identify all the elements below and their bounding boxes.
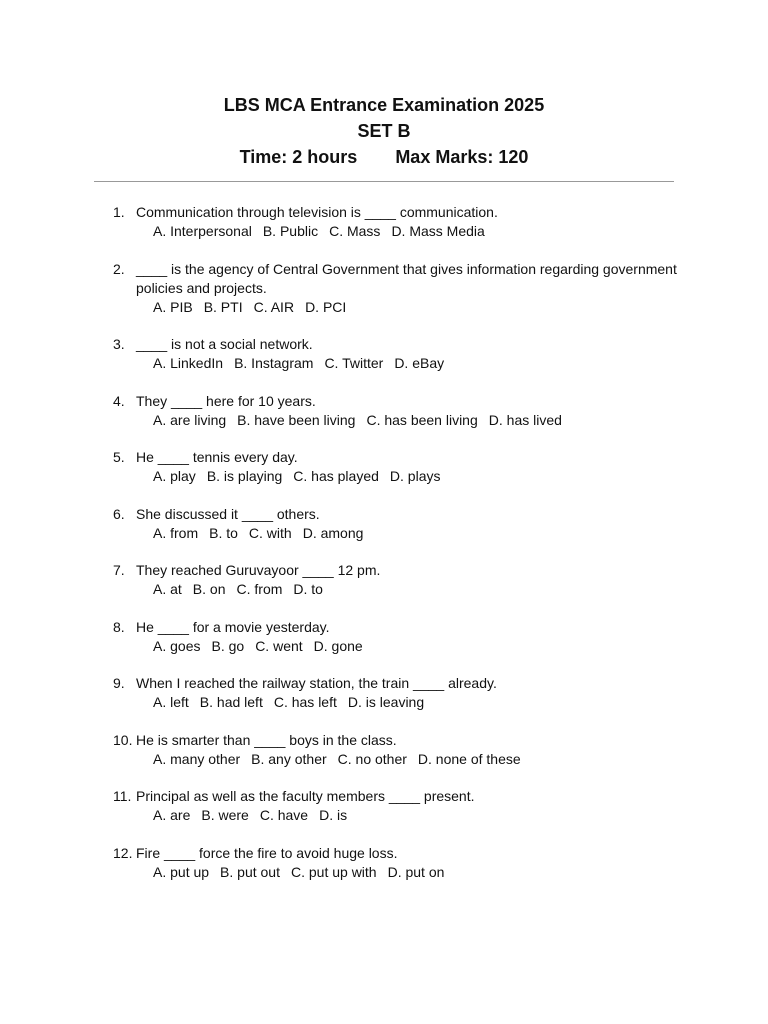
question-number: 5.: [113, 449, 125, 465]
question-text: Principal as well as the faculty members ____ present.: [136, 788, 475, 804]
question-item: [0, 618, 768, 656]
question-item: [0, 674, 768, 712]
option-a: A. PIB: [153, 298, 193, 315]
question-item: [0, 505, 768, 543]
option-d: D. is: [319, 807, 348, 823]
question-options: [153, 637, 768, 656]
question-options: [153, 693, 768, 712]
question-number: 1.: [113, 204, 125, 220]
question-text: When I reached the railway station, the train ____ already.: [136, 675, 497, 691]
question-text: He ____ for a movie yesterday.: [136, 618, 330, 635]
question-options: [153, 580, 768, 599]
exam-time: Time: 2 hours: [239, 147, 358, 167]
question-number: 10.: [113, 731, 133, 748]
exam-title: LBS MCA Entrance Examination 2025: [223, 95, 545, 115]
option-a: A. left: [153, 694, 189, 710]
option-d: D. eBay: [394, 355, 445, 371]
option-d: D. has lived: [488, 411, 562, 428]
option-c: C. went: [255, 637, 303, 654]
option-b: B. were: [201, 807, 249, 823]
option-b: B. on: [192, 581, 226, 597]
option-b: B. any other: [251, 750, 327, 767]
question-item: [0, 731, 768, 769]
option-b: B. is playing: [206, 468, 283, 484]
question-options: [153, 411, 768, 430]
option-c: C. put up with: [290, 863, 377, 880]
question-item: [0, 203, 768, 241]
option-a: A. many other: [153, 750, 241, 767]
option-c: C. Twitter: [324, 355, 384, 371]
option-b: B. had left: [199, 694, 263, 710]
option-c: C. have: [259, 807, 309, 823]
option-d: D. to: [293, 581, 323, 597]
option-b: B. PTI: [203, 298, 243, 315]
question-options: [153, 524, 768, 543]
question-number: 7.: [113, 562, 125, 578]
question-text: He is smarter than ____ boys in the class.: [136, 731, 397, 748]
question-number: 2.: [113, 260, 125, 277]
option-c: C. with: [248, 524, 292, 541]
option-b: B. Instagram: [234, 355, 314, 371]
option-c: C. has left: [273, 694, 337, 710]
question-item: [0, 844, 768, 882]
option-d: D. PCI: [305, 298, 347, 315]
option-b: B. to: [209, 524, 238, 541]
exam-set: SET B: [357, 121, 411, 141]
question-item: [0, 335, 768, 373]
question-options: [153, 863, 768, 882]
option-b: B. Public: [262, 223, 319, 239]
question-number: 6.: [113, 505, 125, 522]
question-number: 12.: [113, 844, 133, 861]
option-a: A. Interpersonal: [153, 223, 252, 239]
exam-meta: [0, 144, 768, 170]
question-text: She discussed it ____ others.: [136, 505, 320, 522]
option-b: B. put out: [220, 863, 280, 880]
option-d: D. Mass Media: [391, 223, 485, 239]
option-c: C. has played: [293, 468, 379, 484]
option-a: A. put up: [153, 863, 210, 880]
option-c: C. no other: [337, 750, 407, 767]
option-a: A. are living: [153, 411, 227, 428]
question-item: [0, 561, 768, 599]
question-item: [0, 260, 768, 317]
question-options: [153, 298, 768, 317]
question-list: [0, 203, 768, 900]
exam-header: [0, 92, 768, 170]
option-b: B. have been living: [237, 411, 356, 428]
exam-max-marks: Max Marks: 120: [395, 147, 529, 167]
question-text: They reached Guruvayoor ____ 12 pm.: [136, 562, 381, 578]
question-item: [0, 448, 768, 486]
question-number: 8.: [113, 618, 125, 635]
option-b: B. go: [211, 637, 245, 654]
question-options: [153, 467, 768, 486]
question-number: 11.: [113, 788, 132, 804]
question-number: 4.: [113, 392, 125, 409]
question-text: Communication through television is ____ communication.: [136, 204, 498, 220]
header-divider: [94, 181, 674, 182]
question-text: Fire ____ force the fire to avoid huge loss.: [136, 844, 398, 861]
option-d: D. plays: [389, 468, 441, 484]
option-c: C. has been living: [366, 411, 478, 428]
question-number: 3.: [113, 336, 125, 352]
option-d: D. none of these: [417, 750, 521, 767]
option-a: A. LinkedIn: [153, 355, 224, 371]
option-d: D. gone: [313, 637, 363, 654]
question-item: [0, 392, 768, 430]
option-d: D. put on: [387, 863, 445, 880]
option-d: D. among: [302, 524, 364, 541]
option-c: C. from: [236, 581, 283, 597]
question-options: [153, 806, 768, 825]
option-d: D. is leaving: [347, 694, 425, 710]
option-c: C. Mass: [329, 223, 381, 239]
question-options: [153, 222, 768, 241]
option-a: A. are: [153, 807, 191, 823]
option-a: A. from: [153, 524, 199, 541]
question-item: [0, 787, 768, 825]
option-a: A. at: [153, 581, 182, 597]
question-text: He ____ tennis every day.: [136, 449, 298, 465]
option-c: C. AIR: [253, 298, 295, 315]
question-text: ____ is the agency of Central Government that gives information regarding government policies and projects.: [136, 260, 677, 296]
question-number: 9.: [113, 675, 125, 691]
option-a: A. play: [153, 468, 196, 484]
option-a: A. goes: [153, 637, 201, 654]
question-text: They ____ here for 10 years.: [136, 392, 316, 409]
question-options: [153, 750, 768, 769]
question-text: ____ is not a social network.: [136, 336, 313, 352]
question-options: [153, 354, 768, 373]
